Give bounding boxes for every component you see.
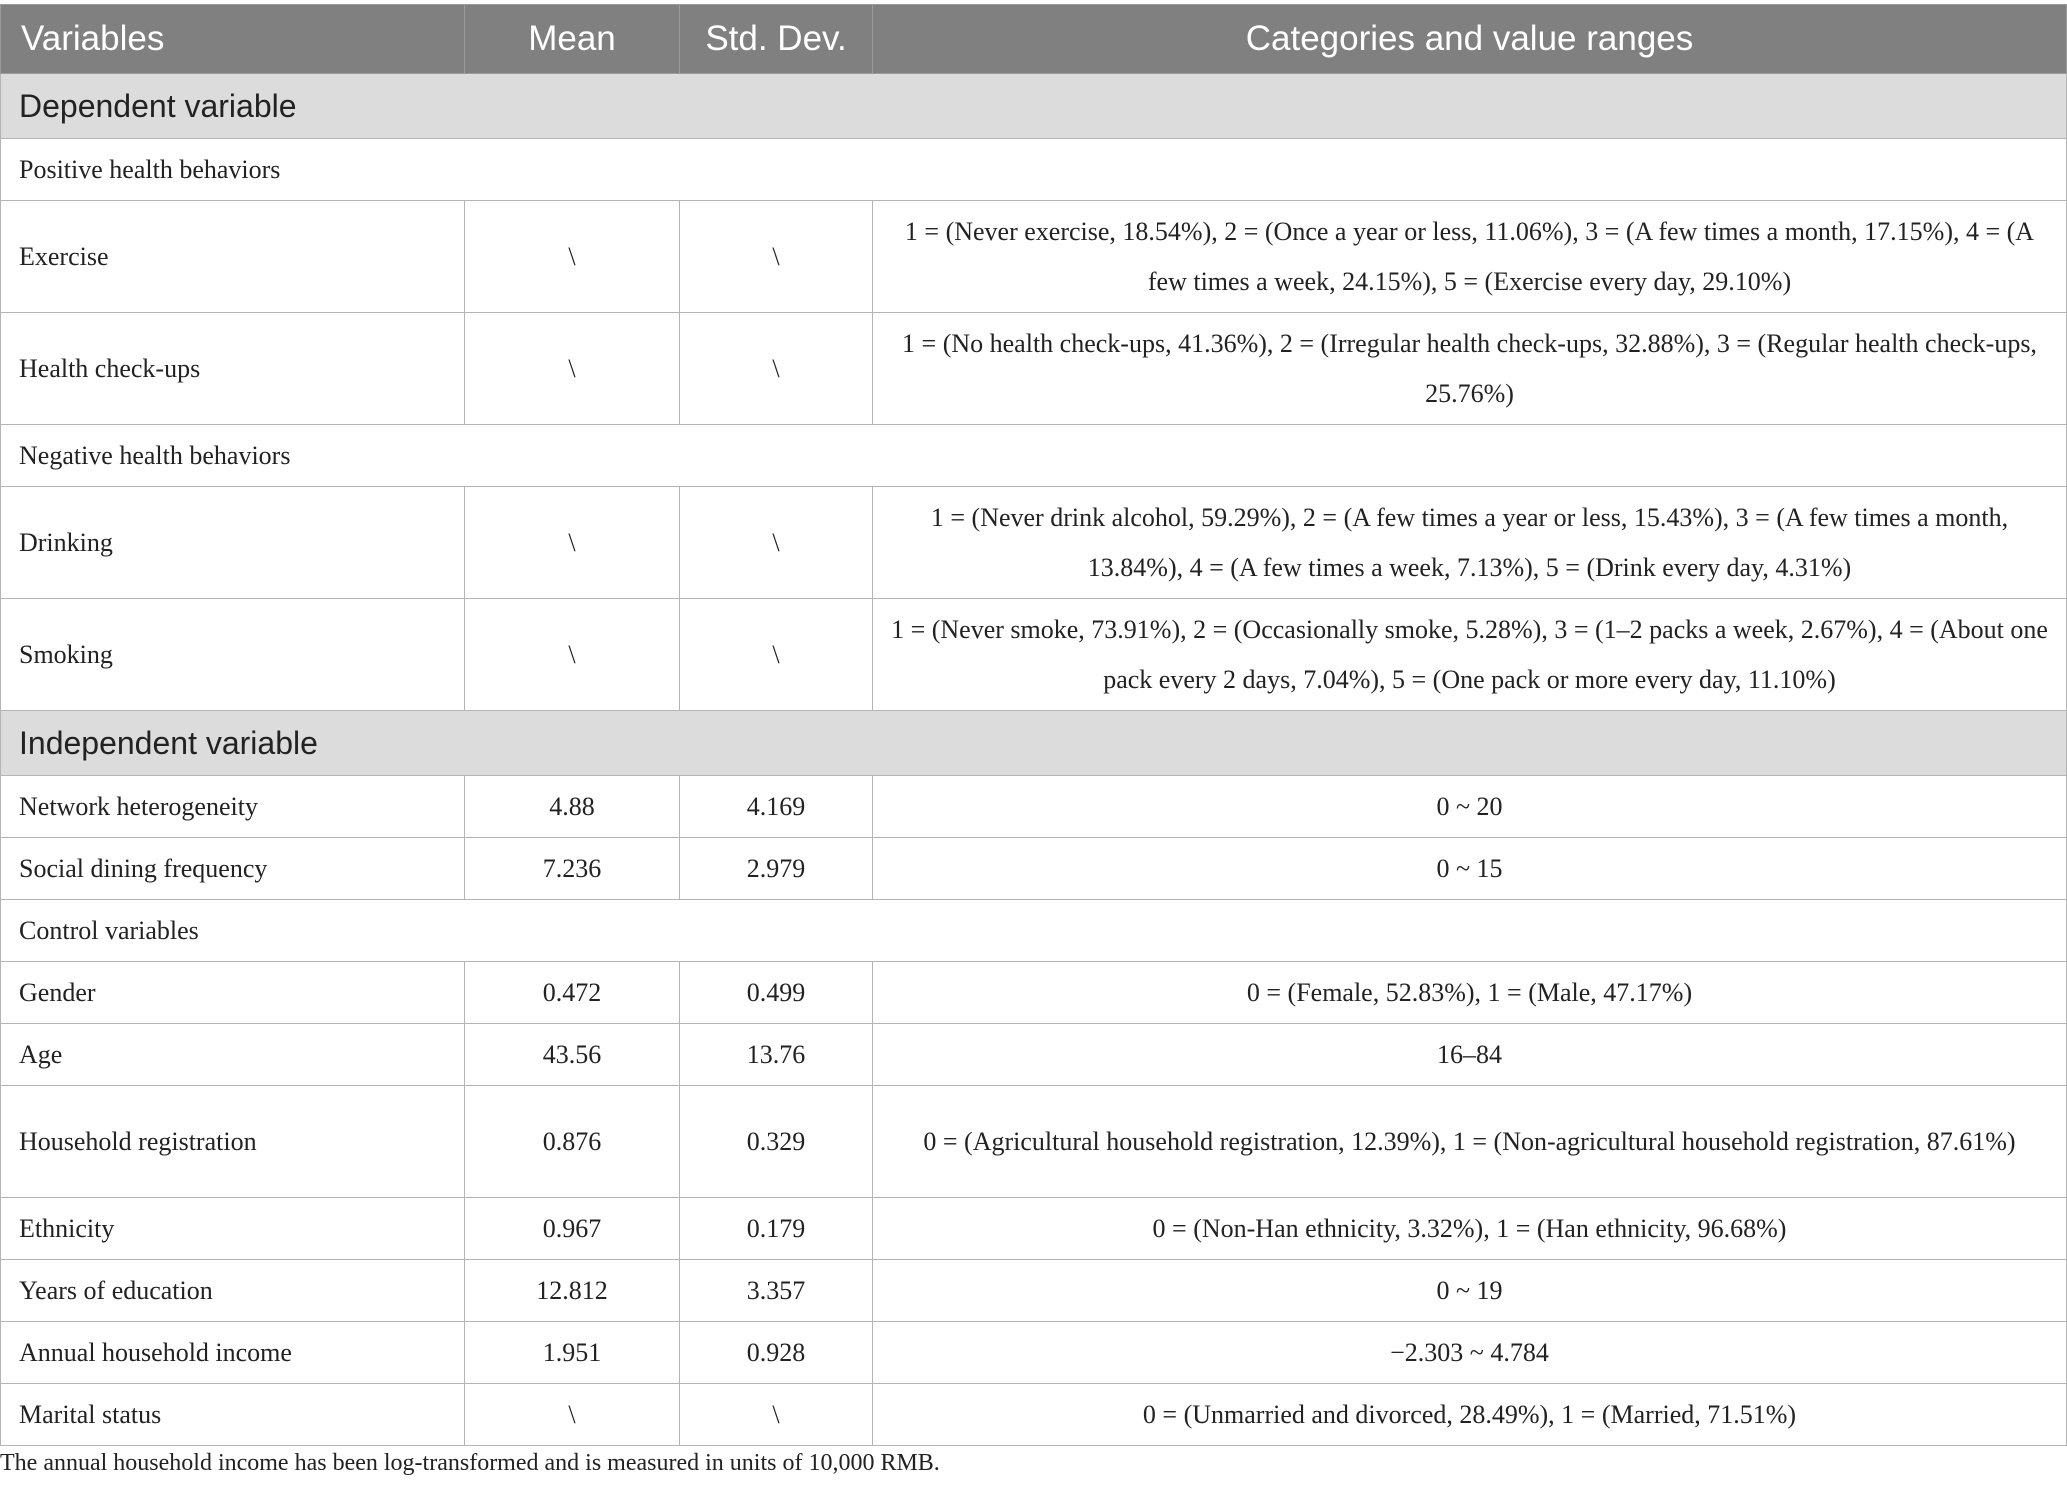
mean-value: 7.236 — [465, 838, 680, 900]
std-value: 4.169 — [680, 776, 873, 838]
std-value: \ — [680, 487, 873, 599]
std-value: 13.76 — [680, 1024, 873, 1086]
mean-value: 0.472 — [465, 962, 680, 1024]
header-std-dev: Std. Dev. — [680, 5, 873, 74]
variable-name: Marital status — [1, 1384, 465, 1446]
header-variables: Variables — [1, 5, 465, 74]
variable-name: Annual household income — [1, 1322, 465, 1384]
mean-value: 12.812 — [465, 1260, 680, 1322]
mean-value: 4.88 — [465, 776, 680, 838]
table-row-smoking — [1, 599, 2067, 711]
mean-value: \ — [465, 1384, 680, 1446]
table-row-drinking — [1, 487, 2067, 599]
table-row-household-registration — [1, 1086, 2067, 1198]
table-row-marital-status — [1, 1384, 2067, 1446]
variable-name: Health check-ups — [1, 313, 465, 425]
category-range: 0 = (Unmarried and divorced, 28.49%), 1 = (Married, 71.51%) — [873, 1384, 2067, 1446]
category-range: 0 ~ 15 — [873, 838, 2067, 900]
category-range: 1 = (Never smoke, 73.91%), 2 = (Occasionally smoke, 5.28%), 3 = (1–2 packs a week, 2.67%), 4 = (About one pack every 2 days, 7.04%), 5 = (One pack or more every day, 11.10%) — [873, 599, 2067, 711]
table-row-health-checkups — [1, 313, 2067, 425]
category-range: 0 ~ 20 — [873, 776, 2067, 838]
table-row-ethnicity — [1, 1198, 2067, 1260]
std-value: \ — [680, 313, 873, 425]
category-range: 0 = (Non-Han ethnicity, 3.32%), 1 = (Han ethnicity, 96.68%) — [873, 1198, 2067, 1260]
table-row-gender — [1, 962, 2067, 1024]
mean-value: 0.967 — [465, 1198, 680, 1260]
header-mean: Mean — [465, 5, 680, 74]
table-row-years-of-education — [1, 1260, 2067, 1322]
descriptive-statistics-table — [0, 4, 2067, 1446]
variable-name: Smoking — [1, 599, 465, 711]
category-range: 16–84 — [873, 1024, 2067, 1086]
section-title: Independent variable — [1, 711, 2067, 776]
mean-value: \ — [465, 487, 680, 599]
mean-value: \ — [465, 201, 680, 313]
std-value: \ — [680, 599, 873, 711]
table-row-network-heterogeneity — [1, 776, 2067, 838]
mean-value: 1.951 — [465, 1322, 680, 1384]
variable-name: Household registration — [1, 1086, 465, 1198]
category-range: 0 = (Female, 52.83%), 1 = (Male, 47.17%) — [873, 962, 2067, 1024]
std-value: 2.979 — [680, 838, 873, 900]
variable-name: Gender — [1, 962, 465, 1024]
subhead-title: Positive health behaviors — [1, 139, 2067, 201]
mean-value: \ — [465, 313, 680, 425]
subhead-title: Negative health behaviors — [1, 425, 2067, 487]
table-row-age — [1, 1024, 2067, 1086]
table-header-row — [1, 5, 2067, 74]
category-range: 1 = (Never exercise, 18.54%), 2 = (Once a year or less, 11.06%), 3 = (A few times a month, 17.15%), 4 = (A few times a week, 24.15%), 5 = (Exercise every day, 29.10%) — [873, 201, 2067, 313]
subhead-row-negative — [1, 425, 2067, 487]
std-value: \ — [680, 201, 873, 313]
category-range: 1 = (Never drink alcohol, 59.29%), 2 = (A few times a year or less, 15.43%), 3 = (A few times a month, 13.84%), 4 = (A few times a week, 7.13%), 5 = (Drink every day, 4.31%) — [873, 487, 2067, 599]
category-range: −2.303 ~ 4.784 — [873, 1322, 2067, 1384]
std-value: 0.499 — [680, 962, 873, 1024]
category-range: 1 = (No health check-ups, 41.36%), 2 = (Irregular health check-ups, 32.88%), 3 = (Regular health check-ups, 25.76%) — [873, 313, 2067, 425]
table-footnote: The annual household income has been log-transformed and is measured in units of 10,000 RMB. — [0, 1450, 940, 1476]
mean-value: 0.876 — [465, 1086, 680, 1198]
variable-name: Exercise — [1, 201, 465, 313]
subhead-title: Control variables — [1, 900, 2067, 962]
section-row-independent — [1, 711, 2067, 776]
section-row-dependent — [1, 74, 2067, 139]
variable-name: Social dining frequency — [1, 838, 465, 900]
variable-name: Years of education — [1, 1260, 465, 1322]
table-row-exercise — [1, 201, 2067, 313]
mean-value: 43.56 — [465, 1024, 680, 1086]
subhead-row-control — [1, 900, 2067, 962]
mean-value: \ — [465, 599, 680, 711]
subhead-row-positive — [1, 139, 2067, 201]
table-row-annual-household-income — [1, 1322, 2067, 1384]
std-value: 0.329 — [680, 1086, 873, 1198]
std-value: 0.179 — [680, 1198, 873, 1260]
category-range: 0 ~ 19 — [873, 1260, 2067, 1322]
std-value: 3.357 — [680, 1260, 873, 1322]
section-title: Dependent variable — [1, 74, 2067, 139]
category-range: 0 = (Agricultural household registration, 12.39%), 1 = (Non-agricultural household registration, 87.61%) — [873, 1086, 2067, 1198]
variable-name: Drinking — [1, 487, 465, 599]
variable-name: Age — [1, 1024, 465, 1086]
std-value: \ — [680, 1384, 873, 1446]
variable-name: Ethnicity — [1, 1198, 465, 1260]
variable-name: Network heterogeneity — [1, 776, 465, 838]
header-categories: Categories and value ranges — [873, 5, 2067, 74]
std-value: 0.928 — [680, 1322, 873, 1384]
table-row-social-dining — [1, 838, 2067, 900]
